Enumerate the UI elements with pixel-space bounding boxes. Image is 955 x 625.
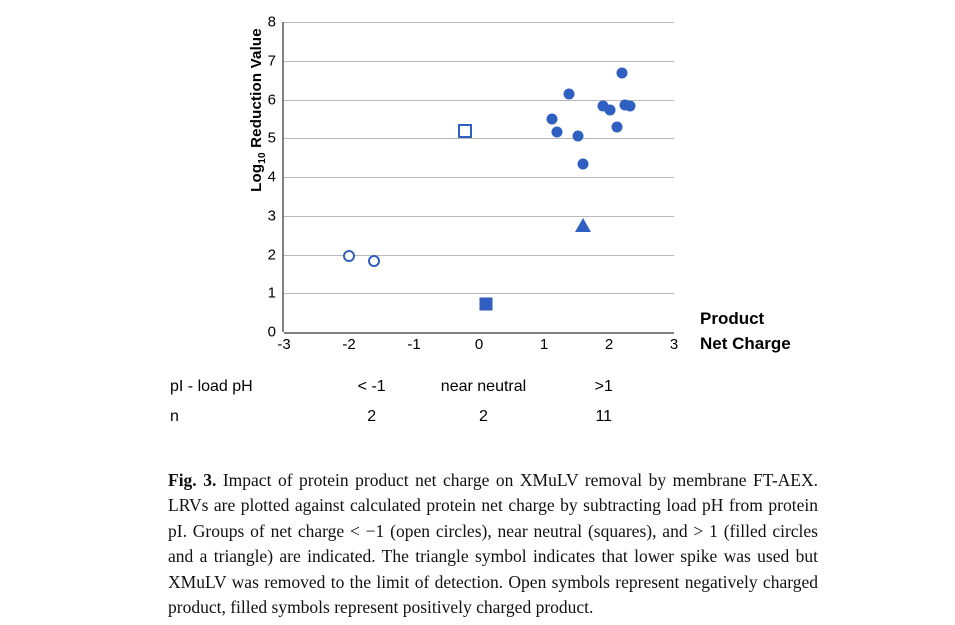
x-tick-label: -3 bbox=[277, 336, 291, 353]
figure-caption-text: Impact of protein product net charge on XMuLV removal by membrane FT-AEX. LRVs are plotted against calculated protein net charge by subtracting load pH from protein pI. Groups of net charge < −1 (open circles), near neutral (squares), and > 1 (filled circles and a triangle) are indicated. The triangle symbol indicates that lower spike was used but XMuLV was removed to the limit of detection. Open symbols represent negatively charged product, filled symbols represent positively charged product. bbox=[168, 469, 818, 617]
figure-caption bbox=[168, 468, 818, 621]
data-point-filled-circle bbox=[617, 68, 628, 79]
data-point-filled-circle bbox=[563, 89, 574, 100]
y-tick-label: 7 bbox=[267, 52, 276, 70]
data-point-filled-circle bbox=[546, 113, 557, 124]
annotation-cell: < -1 bbox=[357, 378, 386, 395]
data-point-filled-circle bbox=[605, 105, 616, 116]
y-tick-label: 0 bbox=[267, 323, 276, 341]
y-tick-label: 5 bbox=[267, 129, 276, 147]
x-tick-label: 1 bbox=[539, 336, 549, 353]
y-gridline bbox=[284, 100, 674, 101]
data-point-open-square bbox=[458, 124, 472, 138]
y-axis-title-rest: Reduction Value bbox=[248, 28, 265, 153]
y-gridline bbox=[284, 216, 674, 217]
y-tick-label: 8 bbox=[267, 13, 276, 31]
x-tick-label: 3 bbox=[669, 336, 679, 353]
data-point-filled-circle bbox=[552, 126, 563, 137]
x-axis-title bbox=[700, 306, 791, 356]
plot-area bbox=[267, 13, 679, 353]
y-gridline bbox=[284, 61, 674, 62]
x-tick-label: 2 bbox=[604, 336, 614, 353]
y-axis-title bbox=[248, 20, 268, 200]
annotation-row bbox=[170, 408, 870, 434]
x-tick-label: 0 bbox=[474, 336, 484, 353]
scatter-chart bbox=[170, 8, 870, 368]
annotation-row-label: n bbox=[170, 408, 179, 425]
y-gridline bbox=[284, 332, 674, 334]
annotation-row-label: pI - load pH bbox=[170, 378, 253, 395]
y-tick-label: 1 bbox=[267, 284, 276, 302]
y-gridline bbox=[284, 293, 674, 294]
x-axis-title-line2: Net Charge bbox=[700, 334, 791, 353]
annotation-cell: 2 bbox=[479, 408, 488, 425]
data-point-filled-square bbox=[479, 298, 492, 311]
group-annotations bbox=[170, 378, 870, 438]
data-point-filled-circle bbox=[572, 131, 583, 142]
data-point-filled-circle bbox=[578, 159, 589, 170]
y-gridline bbox=[284, 22, 674, 23]
x-axis-title-line1: Product bbox=[700, 309, 765, 328]
data-point-open-circle bbox=[368, 255, 380, 267]
y-gridline bbox=[284, 138, 674, 139]
x-tick-label: -1 bbox=[407, 336, 421, 353]
annotation-row bbox=[170, 378, 870, 404]
data-point-filled-circle bbox=[611, 121, 622, 132]
y-tick-label: 2 bbox=[267, 246, 276, 263]
data-point-filled-triangle bbox=[575, 218, 591, 232]
figure-label: Fig. 3. bbox=[168, 469, 217, 490]
y-axis-title-subscript: 10 bbox=[257, 152, 268, 164]
data-point-filled-circle bbox=[624, 101, 635, 112]
annotation-cell: 11 bbox=[595, 408, 613, 425]
data-point-open-circle bbox=[343, 250, 355, 262]
y-tick-label: 3 bbox=[267, 207, 276, 225]
annotation-cell: near neutral bbox=[440, 378, 527, 395]
y-gridline bbox=[284, 177, 674, 178]
annotation-cell: >1 bbox=[594, 378, 613, 395]
annotation-cell: 2 bbox=[367, 408, 377, 425]
x-tick-label: -2 bbox=[342, 336, 356, 353]
y-tick-label: 4 bbox=[267, 168, 276, 186]
y-axis-title-main: Log bbox=[248, 163, 265, 192]
y-tick-label: 6 bbox=[267, 91, 276, 108]
